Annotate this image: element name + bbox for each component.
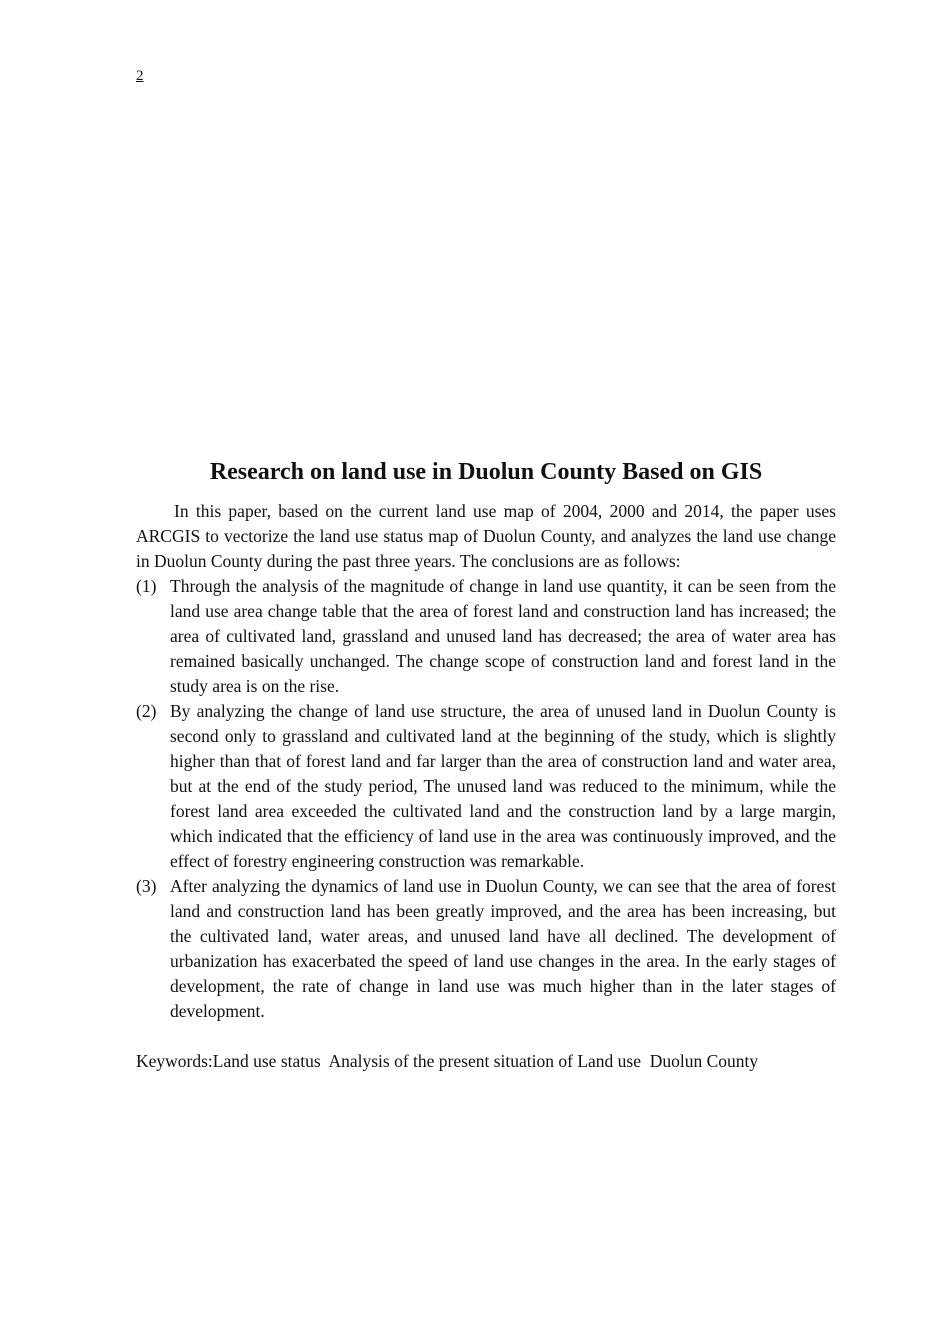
conclusion-number: (3)	[136, 876, 157, 896]
conclusion-item	[136, 699, 836, 874]
conclusion-item	[136, 574, 836, 699]
conclusion-number: (2)	[136, 701, 157, 721]
page-number: 2	[136, 68, 144, 84]
document-title: Research on land use in Duolun County Based on GIS	[209, 459, 763, 485]
conclusion-text: After analyzing the dynamics of land use in Duolun County, we can see that the area of forest land and construction land has been greatly improved, and the area has been increasing, but the cultivated land, water areas, and unused land have all declined. The development of urbanization has exacerbated the speed of land use changes in the area. In the early stages of development, the rate of change in land use was much higher than in the later stages of development.	[170, 876, 836, 1021]
document-body	[136, 455, 836, 1074]
keywords-line: Keywords:Land use status Analysis of the present situation of Land use Duolun County	[136, 1051, 759, 1071]
abstract-paragraph: In this paper, based on the current land use map of 2004, 2000 and 2014, the paper uses ARCGIS to vectorize the land use status map of Duolun County, and analyzes the land use change in Duolun County during the past three years. The conclusions are as follows:	[136, 501, 836, 571]
conclusion-text: By analyzing the change of land use structure, the area of unused land in Duolun County is second only to grassland and cultivated land at the beginning of the study, which is slightly higher than that of forest land and far larger than the area of construction land and water area, but at the end of the study period, The unused land was reduced to the minimum, while the forest land area exceeded the cultivated land and the construction land by a large margin, which indicated that the efficiency of land use in the area was continuously improved, and the effect of forestry engineering construction was remarkable.	[170, 701, 836, 871]
conclusion-text: Through the analysis of the magnitude of change in land use quantity, it can be seen from the land use area change table that the area of forest land and construction land has increased; the area of cultivated land, grassland and unused land has decreased; the area of water area has remained basically unchanged. The change scope of construction land and forest land in the study area is on the rise.	[170, 576, 836, 696]
conclusion-number: (1)	[136, 576, 157, 596]
conclusions-list	[136, 574, 836, 1024]
conclusion-item	[136, 874, 836, 1024]
